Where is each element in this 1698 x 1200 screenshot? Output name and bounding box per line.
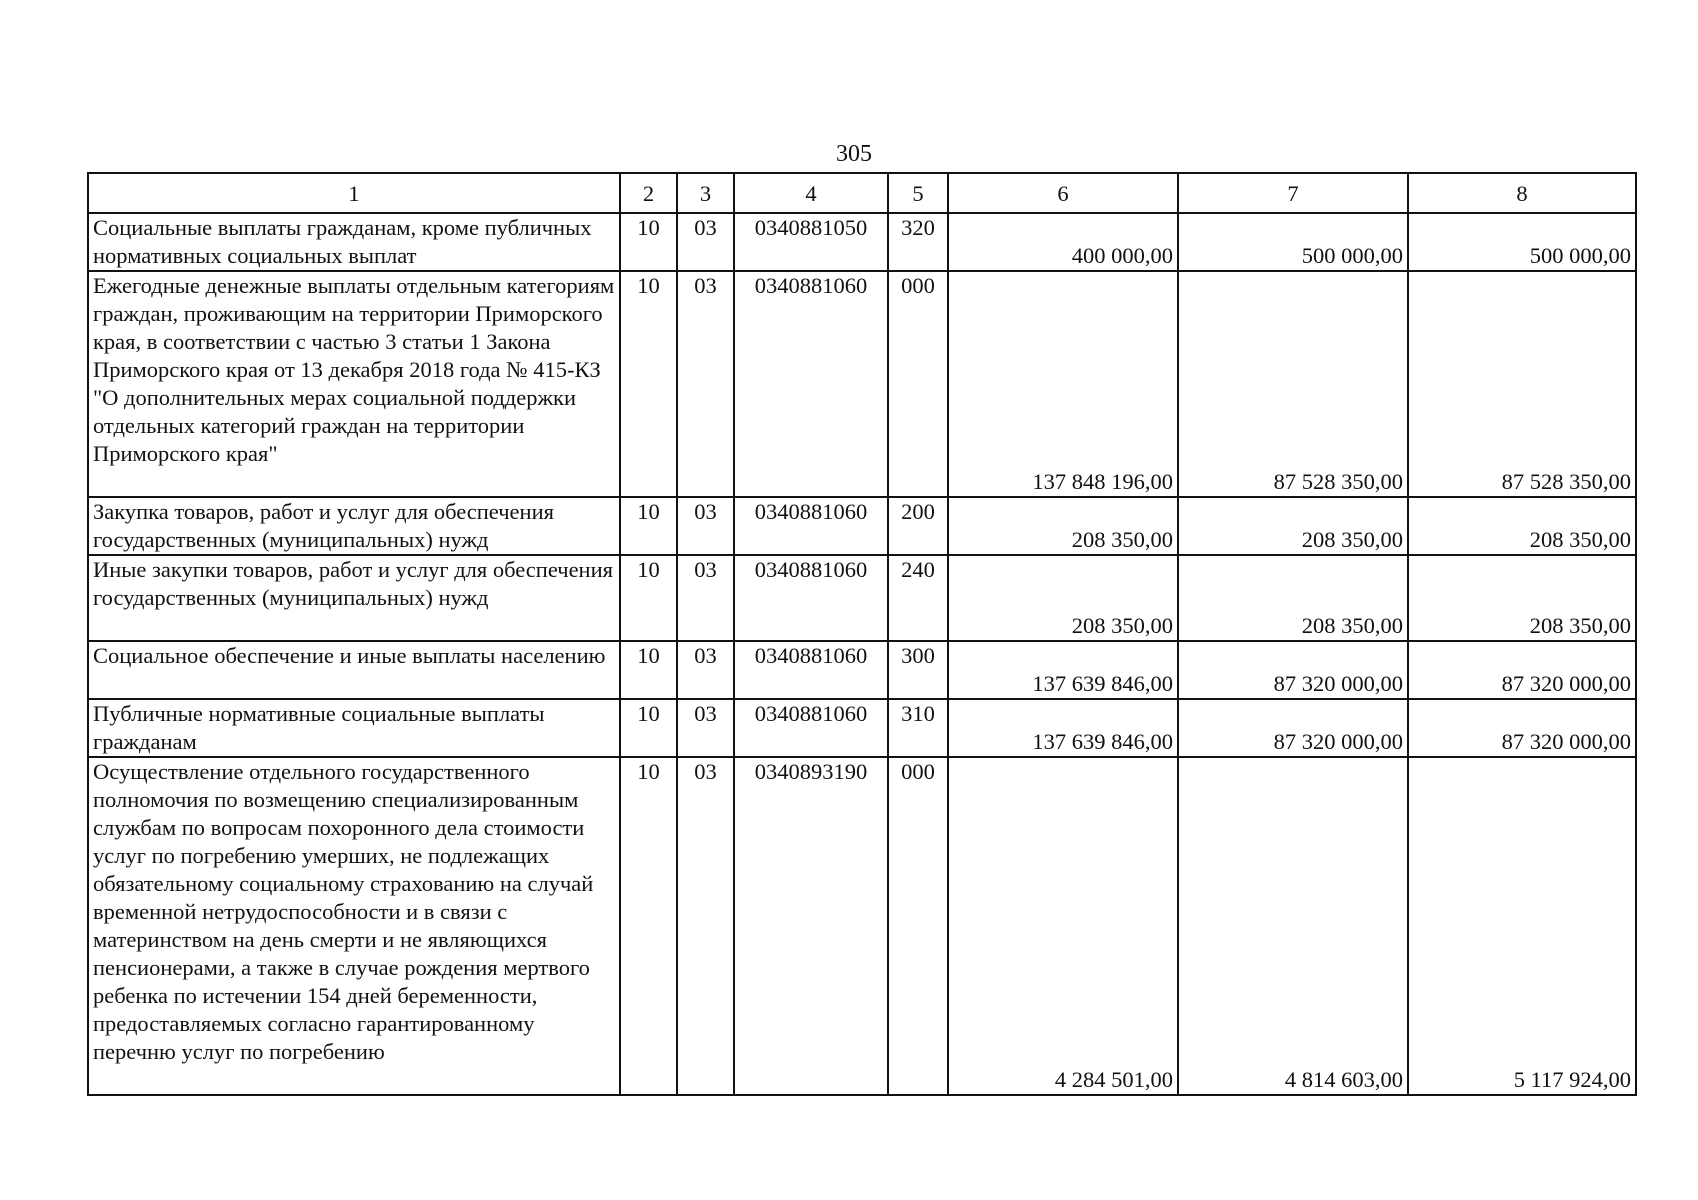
column-header: 8 (1408, 173, 1636, 213)
table-row (88, 757, 1636, 1095)
amount-col-6: 208 350,00 (948, 555, 1178, 641)
row-description: Закупка товаров, работ и услуг для обеспечения государственных (муниципальных) нужд (88, 497, 620, 555)
subsection-code: 03 (677, 213, 734, 271)
amount-col-6: 4 284 501,00 (948, 757, 1178, 1095)
row-description: Публичные нормативные социальные выплаты гражданам (88, 699, 620, 757)
target-article-code: 0340881060 (734, 271, 888, 497)
column-header: 6 (948, 173, 1178, 213)
row-description: Осуществление отдельного государственного полномочия по возмещению специализированным службам по вопросам похоронного дела стоимости услуг по погребению умерших, не подлежащих обязательному социальному страхованию на случай временной нетрудоспособности и в связи с материнством на день смерти и не являющихся пенсионерами, а также в случае рождения мертвого ребенка по истечении 154 дней беременности, предоставляемых согласно гарантированному перечню услуг по погребению (88, 757, 620, 1095)
target-article-code: 0340881060 (734, 699, 888, 757)
subsection-code: 03 (677, 555, 734, 641)
amount-col-6: 208 350,00 (948, 497, 1178, 555)
amount-col-7: 208 350,00 (1178, 555, 1408, 641)
expense-type-code: 000 (888, 271, 948, 497)
amount-col-7: 4 814 603,00 (1178, 757, 1408, 1095)
row-description: Иные закупки товаров, работ и услуг для обеспечения государственных (муниципальных) нужд (88, 555, 620, 641)
table-row (88, 699, 1636, 757)
section-code: 10 (620, 699, 677, 757)
section-code: 10 (620, 497, 677, 555)
target-article-code: 0340881060 (734, 555, 888, 641)
table-row (88, 497, 1636, 555)
amount-col-7: 500 000,00 (1178, 213, 1408, 271)
section-code: 10 (620, 555, 677, 641)
column-header: 4 (734, 173, 888, 213)
expense-type-code: 310 (888, 699, 948, 757)
column-header: 5 (888, 173, 948, 213)
amount-col-7: 87 320 000,00 (1178, 641, 1408, 699)
expense-type-code: 200 (888, 497, 948, 555)
amount-col-7: 208 350,00 (1178, 497, 1408, 555)
subsection-code: 03 (677, 641, 734, 699)
column-header: 1 (88, 173, 620, 213)
budget-table (87, 172, 1637, 1096)
amount-col-8: 87 528 350,00 (1408, 271, 1636, 497)
table-row (88, 213, 1636, 271)
amount-col-8: 208 350,00 (1408, 555, 1636, 641)
table-row (88, 271, 1636, 497)
page-number: 305 (836, 141, 872, 167)
row-description: Социальное обеспечение и иные выплаты населению (88, 641, 620, 699)
amount-col-6: 137 848 196,00 (948, 271, 1178, 497)
target-article-code: 0340881060 (734, 497, 888, 555)
table-header-row (88, 173, 1636, 213)
amount-col-6: 400 000,00 (948, 213, 1178, 271)
amount-col-6: 137 639 846,00 (948, 641, 1178, 699)
section-code: 10 (620, 271, 677, 497)
amount-col-8: 500 000,00 (1408, 213, 1636, 271)
subsection-code: 03 (677, 699, 734, 757)
amount-col-7: 87 320 000,00 (1178, 699, 1408, 757)
expense-type-code: 300 (888, 641, 948, 699)
column-header: 3 (677, 173, 734, 213)
subsection-code: 03 (677, 757, 734, 1095)
target-article-code: 0340881060 (734, 641, 888, 699)
section-code: 10 (620, 213, 677, 271)
target-article-code: 0340881050 (734, 213, 888, 271)
amount-col-8: 5 117 924,00 (1408, 757, 1636, 1095)
target-article-code: 0340893190 (734, 757, 888, 1095)
amount-col-8: 87 320 000,00 (1408, 641, 1636, 699)
subsection-code: 03 (677, 497, 734, 555)
table-row (88, 641, 1636, 699)
table-row (88, 555, 1636, 641)
subsection-code: 03 (677, 271, 734, 497)
amount-col-8: 208 350,00 (1408, 497, 1636, 555)
section-code: 10 (620, 757, 677, 1095)
expense-type-code: 000 (888, 757, 948, 1095)
column-header: 7 (1178, 173, 1408, 213)
amount-col-7: 87 528 350,00 (1178, 271, 1408, 497)
amount-col-8: 87 320 000,00 (1408, 699, 1636, 757)
row-description: Ежегодные денежные выплаты отдельным категориям граждан, проживающим на территории Приморского края, в соответствии с частью 3 статьи 1 Закона Приморского края от 13 декабря 2018 года № 415-КЗ "О дополнительных мерах социальной поддержки отдельных категорий граждан на территории Приморского края" (88, 271, 620, 497)
row-description: Социальные выплаты гражданам, кроме публичных нормативных социальных выплат (88, 213, 620, 271)
amount-col-6: 137 639 846,00 (948, 699, 1178, 757)
expense-type-code: 320 (888, 213, 948, 271)
section-code: 10 (620, 641, 677, 699)
column-header: 2 (620, 173, 677, 213)
expense-type-code: 240 (888, 555, 948, 641)
